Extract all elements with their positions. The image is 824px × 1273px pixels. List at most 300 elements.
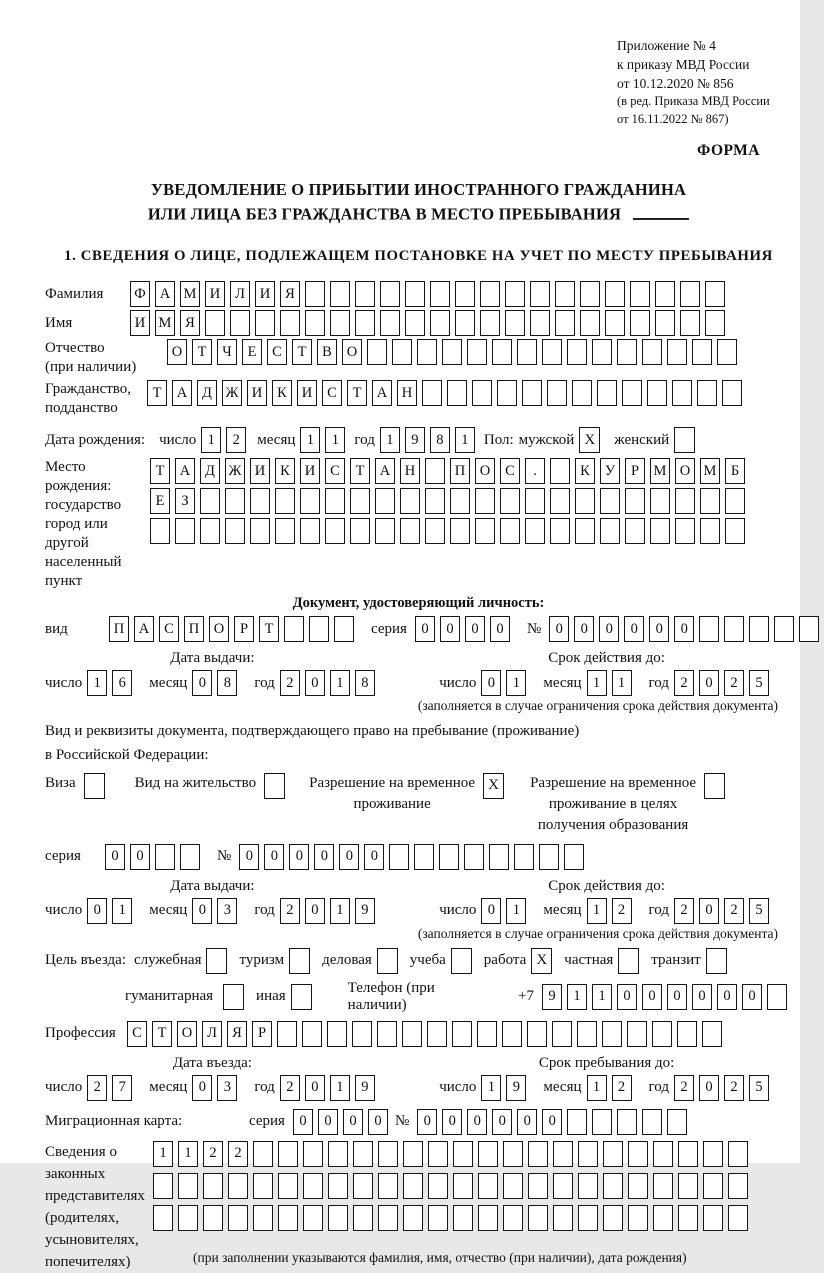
- char-cell[interactable]: [492, 339, 512, 365]
- char-cell[interactable]: 0: [617, 984, 637, 1010]
- char-cell[interactable]: [578, 1173, 598, 1199]
- char-cell[interactable]: С: [267, 339, 287, 365]
- char-cell[interactable]: [680, 281, 700, 307]
- char-cell[interactable]: [403, 1173, 423, 1199]
- char-cell[interactable]: С: [159, 616, 179, 642]
- char-cell[interactable]: 0: [599, 616, 619, 642]
- char-cell[interactable]: [355, 310, 375, 336]
- char-cell[interactable]: [514, 844, 534, 870]
- char-cell[interactable]: [400, 518, 420, 544]
- char-cell[interactable]: [530, 310, 550, 336]
- char-cell[interactable]: 0: [318, 1109, 338, 1135]
- char-cell[interactable]: [178, 1205, 198, 1231]
- char-cell[interactable]: К: [272, 380, 292, 406]
- char-cell[interactable]: [647, 380, 667, 406]
- expiry-year-cells[interactable]: [674, 670, 774, 696]
- char-cell[interactable]: [475, 518, 495, 544]
- char-cell[interactable]: [578, 1205, 598, 1231]
- issue-year-cells[interactable]: [280, 898, 380, 924]
- purpose-tourism-checkbox[interactable]: [289, 948, 310, 974]
- char-cell[interactable]: [580, 310, 600, 336]
- char-cell[interactable]: Т: [150, 458, 170, 484]
- char-cell[interactable]: [350, 518, 370, 544]
- char-cell[interactable]: 9: [542, 984, 562, 1010]
- char-cell[interactable]: [692, 339, 712, 365]
- char-cell[interactable]: [225, 488, 245, 514]
- char-cell[interactable]: [717, 339, 737, 365]
- char-cell[interactable]: [403, 1205, 423, 1231]
- char-cell[interactable]: [702, 1021, 722, 1047]
- char-cell[interactable]: [330, 310, 350, 336]
- char-cell[interactable]: [675, 488, 695, 514]
- purpose-other-checkbox[interactable]: [291, 984, 312, 1010]
- char-cell[interactable]: 2: [724, 1075, 744, 1101]
- char-cell[interactable]: М: [650, 458, 670, 484]
- char-cell[interactable]: [305, 281, 325, 307]
- char-cell[interactable]: [503, 1205, 523, 1231]
- char-cell[interactable]: [380, 310, 400, 336]
- char-cell[interactable]: О: [475, 458, 495, 484]
- char-cell[interactable]: [592, 1109, 612, 1135]
- char-cell[interactable]: [309, 616, 329, 642]
- char-cell[interactable]: [375, 518, 395, 544]
- char-cell[interactable]: 9: [355, 1075, 375, 1101]
- char-cell[interactable]: [402, 1021, 422, 1047]
- char-cell[interactable]: 8: [217, 670, 237, 696]
- char-cell[interactable]: [303, 1141, 323, 1167]
- representatives-cells-row3[interactable]: [153, 1205, 753, 1231]
- char-cell[interactable]: [555, 281, 575, 307]
- char-cell[interactable]: [389, 844, 409, 870]
- char-cell[interactable]: 0: [699, 898, 719, 924]
- char-cell[interactable]: [630, 281, 650, 307]
- birth-year-cells[interactable]: [380, 427, 480, 453]
- char-cell[interactable]: 9: [355, 898, 375, 924]
- male-checkbox[interactable]: X: [579, 427, 600, 453]
- char-cell[interactable]: [427, 1021, 447, 1047]
- char-cell[interactable]: [453, 1141, 473, 1167]
- char-cell[interactable]: [178, 1173, 198, 1199]
- issue-month-cells[interactable]: [192, 898, 242, 924]
- char-cell[interactable]: [675, 518, 695, 544]
- char-cell[interactable]: Ж: [225, 458, 245, 484]
- char-cell[interactable]: [667, 1109, 687, 1135]
- char-cell[interactable]: [528, 1173, 548, 1199]
- doc-number-cells[interactable]: [549, 616, 824, 642]
- char-cell[interactable]: 1: [330, 670, 350, 696]
- char-cell[interactable]: [464, 844, 484, 870]
- char-cell[interactable]: [300, 518, 320, 544]
- char-cell[interactable]: [430, 281, 450, 307]
- char-cell[interactable]: [353, 1141, 373, 1167]
- char-cell[interactable]: [575, 488, 595, 514]
- char-cell[interactable]: [303, 1173, 323, 1199]
- char-cell[interactable]: [405, 310, 425, 336]
- char-cell[interactable]: [203, 1173, 223, 1199]
- char-cell[interactable]: Р: [252, 1021, 272, 1047]
- char-cell[interactable]: 0: [481, 898, 501, 924]
- residence-permit-checkbox[interactable]: [264, 773, 285, 799]
- char-cell[interactable]: [253, 1205, 273, 1231]
- char-cell[interactable]: [728, 1141, 748, 1167]
- char-cell[interactable]: 0: [624, 616, 644, 642]
- char-cell[interactable]: Т: [192, 339, 212, 365]
- char-cell[interactable]: .: [525, 458, 545, 484]
- char-cell[interactable]: 0: [130, 844, 150, 870]
- char-cell[interactable]: [542, 339, 562, 365]
- char-cell[interactable]: М: [700, 458, 720, 484]
- temp-residence-education-checkbox[interactable]: [704, 773, 725, 799]
- char-cell[interactable]: [617, 339, 637, 365]
- char-cell[interactable]: 0: [305, 898, 325, 924]
- char-cell[interactable]: [550, 458, 570, 484]
- char-cell[interactable]: И: [130, 310, 150, 336]
- char-cell[interactable]: Т: [152, 1021, 172, 1047]
- char-cell[interactable]: 0: [692, 984, 712, 1010]
- char-cell[interactable]: 1: [587, 670, 607, 696]
- purpose-study-checkbox[interactable]: [451, 948, 472, 974]
- char-cell[interactable]: [328, 1173, 348, 1199]
- char-cell[interactable]: Е: [242, 339, 262, 365]
- char-cell[interactable]: [278, 1205, 298, 1231]
- char-cell[interactable]: [472, 380, 492, 406]
- char-cell[interactable]: [617, 1109, 637, 1135]
- char-cell[interactable]: [453, 1173, 473, 1199]
- char-cell[interactable]: 1: [587, 1075, 607, 1101]
- char-cell[interactable]: [228, 1173, 248, 1199]
- char-cell[interactable]: 0: [305, 670, 325, 696]
- char-cell[interactable]: 0: [467, 1109, 487, 1135]
- char-cell[interactable]: И: [255, 281, 275, 307]
- issue-day-cells[interactable]: [87, 898, 137, 924]
- char-cell[interactable]: [428, 1173, 448, 1199]
- char-cell[interactable]: 0: [239, 844, 259, 870]
- char-cell[interactable]: [500, 518, 520, 544]
- char-cell[interactable]: [553, 1141, 573, 1167]
- char-cell[interactable]: 2: [612, 898, 632, 924]
- char-cell[interactable]: 1: [112, 898, 132, 924]
- char-cell[interactable]: З: [175, 488, 195, 514]
- doc-series-cells[interactable]: [415, 616, 515, 642]
- entry-year-cells[interactable]: [280, 1075, 380, 1101]
- char-cell[interactable]: [328, 1141, 348, 1167]
- char-cell[interactable]: А: [375, 458, 395, 484]
- char-cell[interactable]: 1: [178, 1141, 198, 1167]
- char-cell[interactable]: Л: [202, 1021, 222, 1047]
- char-cell[interactable]: [505, 310, 525, 336]
- char-cell[interactable]: 5: [749, 670, 769, 696]
- char-cell[interactable]: [725, 488, 745, 514]
- char-cell[interactable]: [603, 1141, 623, 1167]
- char-cell[interactable]: Р: [234, 616, 254, 642]
- char-cell[interactable]: 0: [574, 616, 594, 642]
- char-cell[interactable]: 2: [87, 1075, 107, 1101]
- char-cell[interactable]: [525, 518, 545, 544]
- char-cell[interactable]: И: [247, 380, 267, 406]
- char-cell[interactable]: М: [180, 281, 200, 307]
- char-cell[interactable]: 0: [549, 616, 569, 642]
- char-cell[interactable]: 1: [201, 427, 221, 453]
- char-cell[interactable]: [480, 281, 500, 307]
- char-cell[interactable]: [605, 281, 625, 307]
- char-cell[interactable]: [627, 1021, 647, 1047]
- char-cell[interactable]: [678, 1205, 698, 1231]
- char-cell[interactable]: [253, 1173, 273, 1199]
- name-cells[interactable]: [130, 310, 730, 336]
- char-cell[interactable]: О: [342, 339, 362, 365]
- char-cell[interactable]: [567, 339, 587, 365]
- char-cell[interactable]: [378, 1205, 398, 1231]
- doc-kind-cells[interactable]: [109, 616, 359, 642]
- char-cell[interactable]: [697, 380, 717, 406]
- char-cell[interactable]: [550, 518, 570, 544]
- char-cell[interactable]: 2: [674, 898, 694, 924]
- char-cell[interactable]: [489, 844, 509, 870]
- char-cell[interactable]: А: [372, 380, 392, 406]
- char-cell[interactable]: [503, 1141, 523, 1167]
- char-cell[interactable]: [503, 1173, 523, 1199]
- char-cell[interactable]: Л: [230, 281, 250, 307]
- char-cell[interactable]: [703, 1173, 723, 1199]
- temp-residence-checkbox[interactable]: X: [483, 773, 504, 799]
- char-cell[interactable]: [303, 1205, 323, 1231]
- char-cell[interactable]: [328, 1205, 348, 1231]
- char-cell[interactable]: 0: [542, 1109, 562, 1135]
- char-cell[interactable]: 6: [112, 670, 132, 696]
- char-cell[interactable]: [325, 518, 345, 544]
- char-cell[interactable]: 0: [742, 984, 762, 1010]
- char-cell[interactable]: О: [675, 458, 695, 484]
- char-cell[interactable]: С: [325, 458, 345, 484]
- char-cell[interactable]: [705, 281, 725, 307]
- char-cell[interactable]: [355, 281, 375, 307]
- char-cell[interactable]: [655, 281, 675, 307]
- expiry-month-cells[interactable]: [587, 670, 637, 696]
- char-cell[interactable]: 8: [430, 427, 450, 453]
- char-cell[interactable]: А: [172, 380, 192, 406]
- char-cell[interactable]: [502, 1021, 522, 1047]
- char-cell[interactable]: [528, 1205, 548, 1231]
- char-cell[interactable]: [378, 1173, 398, 1199]
- char-cell[interactable]: [497, 380, 517, 406]
- char-cell[interactable]: [505, 281, 525, 307]
- char-cell[interactable]: [630, 310, 650, 336]
- char-cell[interactable]: 0: [642, 984, 662, 1010]
- char-cell[interactable]: [650, 488, 670, 514]
- char-cell[interactable]: [650, 518, 670, 544]
- char-cell[interactable]: [678, 1141, 698, 1167]
- char-cell[interactable]: [230, 310, 250, 336]
- char-cell[interactable]: Ф: [130, 281, 150, 307]
- char-cell[interactable]: [228, 1205, 248, 1231]
- char-cell[interactable]: [478, 1173, 498, 1199]
- char-cell[interactable]: 1: [330, 898, 350, 924]
- char-cell[interactable]: [799, 616, 819, 642]
- char-cell[interactable]: 1: [153, 1141, 173, 1167]
- char-cell[interactable]: [680, 310, 700, 336]
- surname-cells[interactable]: [130, 281, 730, 307]
- char-cell[interactable]: М: [155, 310, 175, 336]
- expiry-day-cells[interactable]: [481, 898, 531, 924]
- char-cell[interactable]: [553, 1173, 573, 1199]
- char-cell[interactable]: Т: [147, 380, 167, 406]
- issue-month-cells[interactable]: [192, 670, 242, 696]
- char-cell[interactable]: [305, 310, 325, 336]
- stay-day-cells[interactable]: [481, 1075, 531, 1101]
- entry-day-cells[interactable]: [87, 1075, 137, 1101]
- char-cell[interactable]: И: [300, 458, 320, 484]
- expiry-month-cells[interactable]: [587, 898, 637, 924]
- birth-place-cells-row1[interactable]: [150, 458, 750, 484]
- char-cell[interactable]: 0: [264, 844, 284, 870]
- char-cell[interactable]: [428, 1141, 448, 1167]
- char-cell[interactable]: Т: [347, 380, 367, 406]
- char-cell[interactable]: [425, 488, 445, 514]
- char-cell[interactable]: [275, 488, 295, 514]
- char-cell[interactable]: 0: [343, 1109, 363, 1135]
- stay-month-cells[interactable]: [587, 1075, 637, 1101]
- char-cell[interactable]: [728, 1205, 748, 1231]
- char-cell[interactable]: [725, 518, 745, 544]
- char-cell[interactable]: [653, 1141, 673, 1167]
- char-cell[interactable]: [417, 339, 437, 365]
- char-cell[interactable]: [527, 1021, 547, 1047]
- char-cell[interactable]: 0: [649, 616, 669, 642]
- char-cell[interactable]: [525, 488, 545, 514]
- char-cell[interactable]: 2: [724, 898, 744, 924]
- char-cell[interactable]: А: [134, 616, 154, 642]
- char-cell[interactable]: 3: [217, 898, 237, 924]
- char-cell[interactable]: [625, 518, 645, 544]
- char-cell[interactable]: [678, 1173, 698, 1199]
- char-cell[interactable]: [628, 1205, 648, 1231]
- char-cell[interactable]: 2: [226, 427, 246, 453]
- char-cell[interactable]: 0: [87, 898, 107, 924]
- birth-month-cells[interactable]: [300, 427, 350, 453]
- purpose-transit-checkbox[interactable]: [706, 948, 727, 974]
- char-cell[interactable]: [652, 1021, 672, 1047]
- char-cell[interactable]: 0: [293, 1109, 313, 1135]
- char-cell[interactable]: [555, 310, 575, 336]
- char-cell[interactable]: [450, 518, 470, 544]
- char-cell[interactable]: 0: [674, 616, 694, 642]
- char-cell[interactable]: [225, 518, 245, 544]
- char-cell[interactable]: [575, 518, 595, 544]
- char-cell[interactable]: 0: [517, 1109, 537, 1135]
- birth-place-cells-row3[interactable]: [150, 518, 750, 544]
- char-cell[interactable]: [430, 310, 450, 336]
- char-cell[interactable]: Д: [200, 458, 220, 484]
- char-cell[interactable]: С: [322, 380, 342, 406]
- char-cell[interactable]: [200, 488, 220, 514]
- char-cell[interactable]: [300, 488, 320, 514]
- char-cell[interactable]: [653, 1205, 673, 1231]
- char-cell[interactable]: [478, 1205, 498, 1231]
- char-cell[interactable]: [553, 1205, 573, 1231]
- expiry-day-cells[interactable]: [481, 670, 531, 696]
- char-cell[interactable]: [603, 1173, 623, 1199]
- char-cell[interactable]: [550, 488, 570, 514]
- char-cell[interactable]: П: [450, 458, 470, 484]
- char-cell[interactable]: С: [500, 458, 520, 484]
- phone-cells[interactable]: [542, 984, 792, 1010]
- char-cell[interactable]: Ч: [217, 339, 237, 365]
- char-cell[interactable]: 2: [280, 898, 300, 924]
- char-cell[interactable]: Д: [197, 380, 217, 406]
- char-cell[interactable]: [284, 616, 304, 642]
- char-cell[interactable]: А: [175, 458, 195, 484]
- char-cell[interactable]: Т: [292, 339, 312, 365]
- char-cell[interactable]: [153, 1205, 173, 1231]
- residence-series-cells[interactable]: [105, 844, 205, 870]
- char-cell[interactable]: 0: [717, 984, 737, 1010]
- char-cell[interactable]: [180, 844, 200, 870]
- purpose-business-checkbox[interactable]: [377, 948, 398, 974]
- representatives-cells-row1[interactable]: [153, 1141, 753, 1167]
- representatives-cells-row2[interactable]: [153, 1173, 753, 1199]
- char-cell[interactable]: [405, 281, 425, 307]
- char-cell[interactable]: 2: [280, 1075, 300, 1101]
- char-cell[interactable]: 1: [592, 984, 612, 1010]
- char-cell[interactable]: 0: [305, 1075, 325, 1101]
- char-cell[interactable]: [749, 616, 769, 642]
- char-cell[interactable]: 0: [699, 1075, 719, 1101]
- char-cell[interactable]: [455, 281, 475, 307]
- char-cell[interactable]: [603, 1205, 623, 1231]
- char-cell[interactable]: И: [297, 380, 317, 406]
- char-cell[interactable]: 1: [612, 670, 632, 696]
- purpose-official-checkbox[interactable]: [206, 948, 227, 974]
- char-cell[interactable]: [278, 1173, 298, 1199]
- char-cell[interactable]: [475, 488, 495, 514]
- char-cell[interactable]: Б: [725, 458, 745, 484]
- char-cell[interactable]: 0: [667, 984, 687, 1010]
- char-cell[interactable]: 0: [289, 844, 309, 870]
- char-cell[interactable]: [422, 380, 442, 406]
- char-cell[interactable]: [425, 458, 445, 484]
- char-cell[interactable]: [653, 1173, 673, 1199]
- birth-place-cells-row2[interactable]: [150, 488, 750, 514]
- char-cell[interactable]: [655, 310, 675, 336]
- char-cell[interactable]: 0: [192, 1075, 212, 1101]
- char-cell[interactable]: [203, 1205, 223, 1231]
- char-cell[interactable]: [625, 488, 645, 514]
- char-cell[interactable]: 0: [192, 898, 212, 924]
- char-cell[interactable]: [477, 1021, 497, 1047]
- char-cell[interactable]: [602, 1021, 622, 1047]
- char-cell[interactable]: [597, 380, 617, 406]
- char-cell[interactable]: Т: [259, 616, 279, 642]
- char-cell[interactable]: [592, 339, 612, 365]
- citizenship-cells[interactable]: [147, 380, 747, 406]
- char-cell[interactable]: Ж: [222, 380, 242, 406]
- char-cell[interactable]: Я: [180, 310, 200, 336]
- char-cell[interactable]: [700, 488, 720, 514]
- char-cell[interactable]: [628, 1173, 648, 1199]
- char-cell[interactable]: [547, 380, 567, 406]
- char-cell[interactable]: [600, 518, 620, 544]
- char-cell[interactable]: 1: [587, 898, 607, 924]
- char-cell[interactable]: [642, 339, 662, 365]
- char-cell[interactable]: 5: [749, 1075, 769, 1101]
- char-cell[interactable]: [353, 1205, 373, 1231]
- char-cell[interactable]: 0: [105, 844, 125, 870]
- char-cell[interactable]: [628, 1141, 648, 1167]
- purpose-private-checkbox[interactable]: [618, 948, 639, 974]
- purpose-humanitarian-checkbox[interactable]: [223, 984, 244, 1010]
- char-cell[interactable]: [442, 339, 462, 365]
- char-cell[interactable]: [580, 281, 600, 307]
